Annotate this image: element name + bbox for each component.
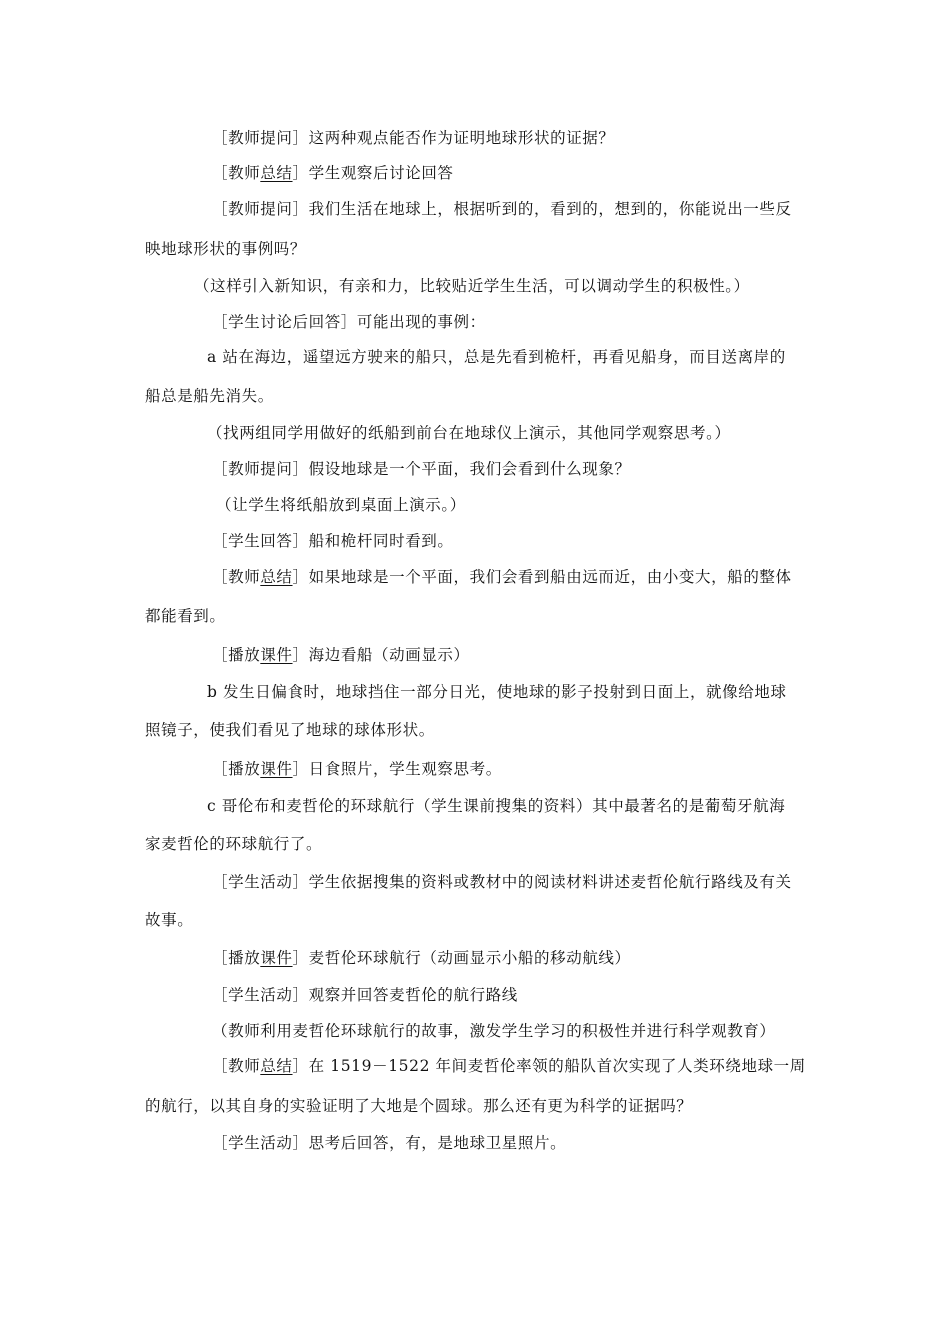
text-line <box>212 872 792 892</box>
text-line <box>145 239 306 259</box>
line-text: ］日食照片，学生观察思考。 <box>292 760 502 778</box>
line-text: ［播放 <box>212 760 261 778</box>
text-line <box>212 1021 776 1041</box>
line-text: 的航行，以其自身的实验证明了大地是个圆球。那么还有更为科学的证据吗？ <box>145 1097 693 1115</box>
line-text: ］麦哲伦环球航行（动画显示小船的移动航线） <box>292 949 631 967</box>
text-line <box>212 567 792 587</box>
line-text: ［教师提问］这两种观点能否作为证明地球形状的证据？ <box>212 129 615 147</box>
text-line <box>216 495 466 515</box>
line-text: 家麦哲伦的环球航行了。 <box>145 835 323 853</box>
line-text: 故事。 <box>145 911 194 929</box>
line-text: ［教师 <box>212 164 261 182</box>
text-line <box>212 163 454 183</box>
text-line <box>212 645 470 665</box>
line-text: ］如果地球是一个平面，我们会看到船由远而近，由小变大，船的整体 <box>292 568 792 586</box>
line-text: 都能看到。 <box>145 607 226 625</box>
line-text: ［教师提问］我们生活在地球上，根据听到的，看到的，想到的，你能说出一些反 <box>212 200 792 218</box>
text-line <box>145 606 226 626</box>
line-text: a 站在海边，遥望远方驶来的船只，总是先看到桅杆，再看见船身，而目送离岸的 <box>207 348 786 366</box>
line-text: ］海边看船（动画显示） <box>292 646 470 664</box>
text-line <box>145 720 435 740</box>
text-line <box>145 910 193 930</box>
line-text: b 发生日偏食时，地球挡住一部分日光，使地球的影子投射到日面上，就像给地球 <box>207 683 787 701</box>
line-text: ］在 1519－1522 年间麦哲伦率领的船队首次实现了人类环绕地球一周 <box>292 1057 806 1075</box>
text-line <box>145 386 274 406</box>
line-text: ［播放 <box>212 949 261 967</box>
line-text: ［播放 <box>212 646 261 664</box>
line-text: 照镜子，使我们看见了地球的球体形状。 <box>145 721 435 739</box>
text-line <box>207 796 785 816</box>
text-line <box>212 948 631 968</box>
line-text: ］学生观察后讨论回答 <box>292 164 454 182</box>
line-text: ［学生回答］船和桅杆同时看到。 <box>212 532 454 550</box>
line-text: ［教师提问］假设地球是一个平面，我们会看到什么现象？ <box>212 460 631 478</box>
line-text: （教师利用麦哲伦环球航行的故事，激发学生学习的积极性并进行科学观教育） <box>212 1022 776 1040</box>
text-line <box>207 682 787 702</box>
text-line <box>207 423 731 443</box>
underlined-term: 课件 <box>260 949 293 967</box>
text-line <box>212 199 792 219</box>
text-line <box>212 312 486 332</box>
line-text: ［学生讨论后回答］可能出现的事例： <box>212 313 486 331</box>
line-text: ［学生活动］观察并回答麦哲伦的航行路线 <box>212 986 518 1004</box>
text-line <box>207 347 786 367</box>
line-text: 映地球形状的事例吗？ <box>145 240 307 258</box>
line-text: ［教师 <box>212 568 261 586</box>
underlined-term: 总结 <box>260 164 293 182</box>
text-line <box>212 459 631 479</box>
text-line <box>212 531 454 551</box>
underlined-term: 课件 <box>260 760 293 778</box>
line-text: c 哥伦布和麦哲伦的环球航行（学生课前搜集的资料）其中最著名的是葡萄牙航海 <box>207 797 786 815</box>
text-line <box>145 1096 692 1116</box>
underlined-term: 总结 <box>260 568 293 586</box>
underlined-term: 总结 <box>260 1057 293 1075</box>
text-line <box>212 128 615 148</box>
line-text: ［学生活动］思考后回答，有，是地球卫星照片。 <box>212 1134 567 1152</box>
line-text: （找两组同学用做好的纸船到前台在地球仪上演示，其他同学观察思考。） <box>207 424 731 442</box>
underlined-term: 课件 <box>260 646 293 664</box>
text-line <box>212 1133 566 1153</box>
line-text: ［教师 <box>212 1057 261 1075</box>
text-line <box>212 759 502 779</box>
text-line <box>194 276 750 296</box>
text-line <box>212 1056 806 1076</box>
line-text: ［学生活动］学生依据搜集的资料或教材中的阅读材料讲述麦哲伦航行路线及有关 <box>212 873 792 891</box>
line-text: （让学生将纸船放到桌面上演示。） <box>216 496 466 514</box>
text-line <box>212 985 518 1005</box>
line-text: （这样引入新知识，有亲和力，比较贴近学生生活，可以调动学生的积极性。） <box>194 277 750 295</box>
line-text: 船总是船先消失。 <box>145 387 274 405</box>
text-line <box>145 834 322 854</box>
